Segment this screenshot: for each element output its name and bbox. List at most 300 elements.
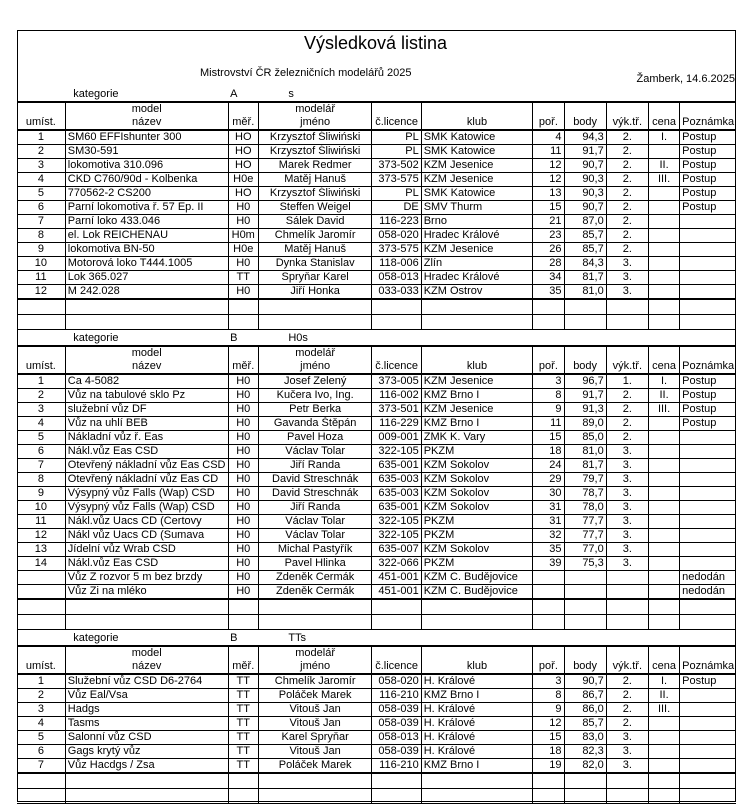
header-cell <box>372 102 421 116</box>
header-modelar: modelář <box>258 646 372 660</box>
header-row-top <box>17 346 736 360</box>
cell-umist: 5 <box>17 431 65 445</box>
cell-poznamka <box>680 459 736 473</box>
cell-jmeno: Vitouš Jan <box>258 703 372 717</box>
cell-cena <box>648 445 679 459</box>
cell-klub: KZM C. Budějovice <box>421 571 533 585</box>
cell-body: 83,0 <box>564 731 606 745</box>
empty-cell <box>533 615 564 630</box>
cell-cena <box>648 271 679 285</box>
cell-umist: 6 <box>17 445 65 459</box>
empty-cell <box>372 632 421 646</box>
cell-vyk: 3. <box>606 745 648 759</box>
cell-poznamka: nedodán <box>680 571 736 585</box>
cell-klub: ZMK K. Vary <box>421 431 533 445</box>
empty-cell <box>228 789 258 804</box>
header-cell <box>372 346 421 360</box>
header-body: body <box>564 360 606 374</box>
header-cell <box>421 646 533 660</box>
empty-cell <box>606 615 648 630</box>
cell-model: Ca 4-5082 <box>65 374 228 389</box>
empty-row <box>17 789 736 804</box>
empty-cell <box>533 88 564 102</box>
category-label: kategorie <box>65 632 228 646</box>
cell-mer: H0 <box>228 557 258 571</box>
cell-vyk: 3. <box>606 459 648 473</box>
empty-cell <box>680 789 736 804</box>
cell-cena: III. <box>648 403 679 417</box>
header-cena: cena <box>648 360 679 374</box>
cell-poznamka <box>680 229 736 243</box>
empty-cell <box>65 315 228 330</box>
header-jmeno: jméno <box>258 116 372 130</box>
cell-umist: 3 <box>17 159 65 173</box>
cell-klub: KZM Jesenice <box>421 159 533 173</box>
cell-jmeno: Pavel Hoza <box>258 431 372 445</box>
cell-licence: 373-005 <box>372 374 421 389</box>
cell-body: 79,7 <box>564 473 606 487</box>
empty-cell <box>372 299 421 315</box>
header-licence: č.licence <box>372 360 421 374</box>
cell-por: 9 <box>533 403 564 417</box>
cell-por: 35 <box>533 285 564 300</box>
empty-cell <box>372 773 421 789</box>
cell-model: Výsypný vůz Falls (Wap) CSD <box>65 501 228 515</box>
results-table-1 <box>17 332 736 630</box>
cell-model: Nákl vůz Uacs CD (Sumava <box>65 529 228 543</box>
cell-poznamka: Postup <box>680 201 736 215</box>
category-row <box>17 88 736 102</box>
cell-umist: 14 <box>17 557 65 571</box>
empty-cell <box>606 299 648 315</box>
empty-cell <box>606 789 648 804</box>
header-mer: měř. <box>228 116 258 130</box>
empty-row <box>17 599 736 615</box>
cell-mer: H0 <box>228 403 258 417</box>
empty-cell <box>680 615 736 630</box>
cell-poznamka <box>680 285 736 300</box>
empty-cell <box>65 299 228 315</box>
cell-cena <box>648 285 679 300</box>
cell-klub: KMZ Brno I <box>421 389 533 403</box>
cell-vyk <box>606 585 648 600</box>
cell-umist: 1 <box>17 130 65 145</box>
header-cell <box>421 346 533 360</box>
cell-vyk: 3. <box>606 731 648 745</box>
cell-poznamka: Postup <box>680 674 736 689</box>
cell-klub: PKZM <box>421 515 533 529</box>
table-row <box>17 689 736 703</box>
header-model: název <box>65 360 228 374</box>
cell-klub: PKZM <box>421 445 533 459</box>
header-cell <box>680 346 736 360</box>
empty-cell <box>564 88 606 102</box>
cell-jmeno: Krzysztof Śliwiński <box>258 130 372 145</box>
cell-cena: I. <box>648 674 679 689</box>
cell-jmeno: Spryňar Karel <box>258 271 372 285</box>
empty-cell <box>421 632 533 646</box>
cell-vyk: 2. <box>606 703 648 717</box>
cell-model: el. Lok REICHENAU <box>65 229 228 243</box>
header-umist: umíst. <box>17 116 65 130</box>
cell-umist: 4 <box>17 417 65 431</box>
cell-model: Parní loko 433.046 <box>65 215 228 229</box>
table-row <box>17 201 736 215</box>
cell-klub: SMK Katowice <box>421 130 533 145</box>
cell-body: 90,7 <box>564 159 606 173</box>
cell-model: Otevřený nákladní vůz Eas CSD <box>65 459 228 473</box>
empty-cell <box>421 615 533 630</box>
cell-licence: 373-575 <box>372 173 421 187</box>
header-cell <box>533 346 564 360</box>
empty-cell <box>258 315 372 330</box>
cell-model: SM60 EFFIshunter 300 <box>65 130 228 145</box>
empty-cell <box>258 615 372 630</box>
cell-cena <box>648 431 679 445</box>
table-row <box>17 257 736 271</box>
cell-mer: TT <box>228 689 258 703</box>
cell-licence: 058-039 <box>372 745 421 759</box>
cell-vyk: 2. <box>606 417 648 431</box>
cell-cena <box>648 745 679 759</box>
header-cell <box>648 646 679 660</box>
cell-jmeno: Krzysztof Śliwiński <box>258 187 372 201</box>
cell-licence: 058-039 <box>372 703 421 717</box>
cell-licence: 322-105 <box>372 445 421 459</box>
header-row-top <box>17 646 736 660</box>
cell-vyk: 3. <box>606 557 648 571</box>
cell-por: 4 <box>533 130 564 145</box>
header-vyk: výk.tř. <box>606 116 648 130</box>
header-licence: č.licence <box>372 660 421 674</box>
header-cell <box>372 646 421 660</box>
header-cell <box>17 346 65 360</box>
header-model: model <box>65 102 228 116</box>
cell-model: Gags krytý vůz <box>65 745 228 759</box>
cell-por: 15 <box>533 731 564 745</box>
cell-mer: TT <box>228 717 258 731</box>
empty-cell <box>648 773 679 789</box>
cell-klub: H. Králové <box>421 731 533 745</box>
cell-body: 90,7 <box>564 201 606 215</box>
cell-body: 91,3 <box>564 403 606 417</box>
header-cell <box>17 102 65 116</box>
header-cell <box>648 102 679 116</box>
cell-mer: H0 <box>228 459 258 473</box>
cell-body: 96,7 <box>564 374 606 389</box>
cell-mer: HO <box>228 130 258 145</box>
cell-poznamka <box>680 689 736 703</box>
cell-por: 31 <box>533 501 564 515</box>
cell-jmeno: David Streschnák <box>258 473 372 487</box>
table-row <box>17 731 736 745</box>
cell-umist: 5 <box>17 187 65 201</box>
empty-row <box>17 315 736 330</box>
cell-jmeno: David Streschnák <box>258 487 372 501</box>
cell-vyk: 2. <box>606 403 648 417</box>
table-row <box>17 215 736 229</box>
table-row <box>17 229 736 243</box>
empty-cell <box>564 299 606 315</box>
header-modelar: modelář <box>258 102 372 116</box>
cell-licence: 373-501 <box>372 403 421 417</box>
cell-mer: H0 <box>228 585 258 600</box>
cell-cena <box>648 257 679 271</box>
cell-umist: 7 <box>17 215 65 229</box>
cell-poznamka <box>680 543 736 557</box>
cell-jmeno: Jiří Randa <box>258 501 372 515</box>
cell-model: Vůz Hacdgs / Zsa <box>65 759 228 774</box>
cell-model: Nákl.vůz Eas CSD <box>65 557 228 571</box>
cell-mer: H0 <box>228 285 258 300</box>
header-cell <box>228 102 258 116</box>
empty-cell <box>228 299 258 315</box>
cell-jmeno: Krzysztof Śliwiński <box>258 145 372 159</box>
cell-body: 91,7 <box>564 145 606 159</box>
cell-vyk: 2. <box>606 717 648 731</box>
header-row-top <box>17 102 736 116</box>
cell-poznamka: Postup <box>680 374 736 389</box>
cell-model: lokomotiva BN-50 <box>65 243 228 257</box>
cell-cena: I. <box>648 374 679 389</box>
cell-por: 3 <box>533 374 564 389</box>
cell-cena <box>648 243 679 257</box>
cell-model: Tasms <box>65 717 228 731</box>
cell-umist: 6 <box>17 745 65 759</box>
header-cell <box>606 346 648 360</box>
table-row <box>17 501 736 515</box>
cell-mer: H0 <box>228 445 258 459</box>
header-por: poř. <box>533 116 564 130</box>
empty-cell <box>533 773 564 789</box>
cell-por: 32 <box>533 529 564 543</box>
cell-model: SM30-591 <box>65 145 228 159</box>
empty-cell <box>258 299 372 315</box>
cell-cena <box>648 557 679 571</box>
cell-por: 31 <box>533 515 564 529</box>
empty-cell <box>680 773 736 789</box>
table-row <box>17 585 736 600</box>
cell-jmeno: Václav Tolar <box>258 445 372 459</box>
cell-vyk: 2. <box>606 187 648 201</box>
cell-mer: H0 <box>228 389 258 403</box>
cell-poznamka <box>680 215 736 229</box>
cell-body: 87,0 <box>564 215 606 229</box>
cell-body: 78,7 <box>564 487 606 501</box>
category-class: TTs <box>258 632 372 646</box>
cell-vyk: 3. <box>606 487 648 501</box>
cell-licence: 116-210 <box>372 689 421 703</box>
cell-jmeno: Karel Spryňar <box>258 731 372 745</box>
cell-umist: 12 <box>17 285 65 300</box>
cell-por: 15 <box>533 201 564 215</box>
empty-cell <box>564 773 606 789</box>
cell-por: 3 <box>533 674 564 689</box>
cell-por: 19 <box>533 759 564 774</box>
empty-cell <box>258 773 372 789</box>
header-body: body <box>564 660 606 674</box>
cell-model: služební vůz DF <box>65 403 228 417</box>
cell-poznamka: Postup <box>680 145 736 159</box>
table-row <box>17 674 736 689</box>
cell-vyk: 3. <box>606 257 648 271</box>
cell-klub: Hradec Králové <box>421 271 533 285</box>
table-row <box>17 145 736 159</box>
cell-cena <box>648 571 679 585</box>
cell-vyk: 3. <box>606 445 648 459</box>
empty-cell <box>564 315 606 330</box>
empty-cell <box>228 773 258 789</box>
cell-vyk: 2. <box>606 145 648 159</box>
table-row <box>17 445 736 459</box>
cell-jmeno: Sálek David <box>258 215 372 229</box>
empty-cell <box>680 315 736 330</box>
table-row <box>17 473 736 487</box>
cell-mer: H0 <box>228 473 258 487</box>
table-row <box>17 759 736 774</box>
cell-poznamka: Postup <box>680 403 736 417</box>
cell-klub: KZM Jesenice <box>421 403 533 417</box>
cell-klub: KZM Sokolov <box>421 473 533 487</box>
cell-klub: SMV Thurm <box>421 201 533 215</box>
table-row <box>17 271 736 285</box>
header-model: model <box>65 646 228 660</box>
empty-cell <box>606 88 648 102</box>
cell-mer: H0 <box>228 501 258 515</box>
cell-por <box>533 571 564 585</box>
cell-por: 18 <box>533 745 564 759</box>
page-subtitle: Mistrovství ČR železničních modelářů 2025 <box>200 67 412 79</box>
cell-licence: 322-066 <box>372 557 421 571</box>
header-cell <box>564 646 606 660</box>
cell-body: 82,3 <box>564 745 606 759</box>
header-model: název <box>65 660 228 674</box>
cell-cena <box>648 145 679 159</box>
cell-umist: 12 <box>17 529 65 543</box>
cell-klub: KMZ Brno I <box>421 689 533 703</box>
cell-vyk: 2. <box>606 130 648 145</box>
empty-cell <box>228 615 258 630</box>
category-code: B <box>228 632 258 646</box>
empty-cell <box>648 615 679 630</box>
cell-poznamka <box>680 243 736 257</box>
cell-model: Otevřený nákladní vůz Eas CD <box>65 473 228 487</box>
empty-cell <box>533 315 564 330</box>
cell-mer: H0e <box>228 243 258 257</box>
cell-jmeno: Gavanda Štěpán <box>258 417 372 431</box>
cell-umist: 6 <box>17 201 65 215</box>
cell-vyk: 3. <box>606 501 648 515</box>
cell-jmeno: Dynka Stanislav <box>258 257 372 271</box>
cell-model: Nákl.vůz Uacs CD (Certovy <box>65 515 228 529</box>
header-cena: cena <box>648 660 679 674</box>
cell-poznamka: Postup <box>680 159 736 173</box>
cell-klub: KZM Jesenice <box>421 374 533 389</box>
cell-vyk: 2. <box>606 215 648 229</box>
header-cell <box>228 346 258 360</box>
cell-umist: 5 <box>17 731 65 745</box>
header-cell <box>606 646 648 660</box>
cell-jmeno: Poláček Marek <box>258 689 372 703</box>
cell-jmeno: Steffen Weigel <box>258 201 372 215</box>
cell-vyk: 3. <box>606 543 648 557</box>
cell-klub: KZM Jesenice <box>421 243 533 257</box>
cell-por: 26 <box>533 243 564 257</box>
cell-vyk: 2. <box>606 201 648 215</box>
header-cell <box>421 102 533 116</box>
cell-vyk: 2. <box>606 229 648 243</box>
cell-klub: KMZ Brno I <box>421 759 533 774</box>
cell-licence: 116-210 <box>372 759 421 774</box>
empty-cell <box>421 299 533 315</box>
empty-cell <box>648 789 679 804</box>
cell-model: 770562-2 CS200 <box>65 187 228 201</box>
cell-licence: 058-013 <box>372 731 421 745</box>
empty-cell <box>648 88 679 102</box>
cell-licence: 009-001 <box>372 431 421 445</box>
cell-jmeno: Pavel Hlinka <box>258 557 372 571</box>
results-table-0 <box>17 88 736 330</box>
empty-cell <box>228 315 258 330</box>
cell-umist: 10 <box>17 501 65 515</box>
cell-por: 12 <box>533 173 564 187</box>
cell-jmeno: Zdeněk Cermák <box>258 585 372 600</box>
cell-cena <box>648 473 679 487</box>
cell-por: 12 <box>533 717 564 731</box>
cell-umist: 7 <box>17 759 65 774</box>
cell-poznamka <box>680 731 736 745</box>
cell-klub: KZM C. Budějovice <box>421 585 533 600</box>
cell-model: Výsypný vůz Falls (Wap) CSD <box>65 487 228 501</box>
cell-por: 11 <box>533 417 564 431</box>
cell-klub: KZM Ostrov <box>421 285 533 300</box>
cell-body <box>564 585 606 600</box>
cell-licence: PL <box>372 145 421 159</box>
table-row <box>17 459 736 473</box>
cell-vyk: 3. <box>606 515 648 529</box>
cell-umist: 8 <box>17 473 65 487</box>
cell-mer: H0 <box>228 257 258 271</box>
empty-cell <box>648 315 679 330</box>
cell-umist: 4 <box>17 173 65 187</box>
cell-umist: 3 <box>17 703 65 717</box>
empty-cell <box>421 332 533 346</box>
cell-model: Hadgs <box>65 703 228 717</box>
cell-body: 85,7 <box>564 243 606 257</box>
empty-cell <box>533 632 564 646</box>
cell-umist <box>17 585 65 600</box>
cell-mer: TT <box>228 745 258 759</box>
cell-klub: KMZ Brno I <box>421 417 533 431</box>
cell-klub: SMK Katowice <box>421 187 533 201</box>
category-code: A <box>228 88 258 102</box>
cell-cena <box>648 187 679 201</box>
cell-licence: PL <box>372 130 421 145</box>
cell-cena <box>648 417 679 431</box>
header-por: poř. <box>533 360 564 374</box>
empty-cell <box>17 615 65 630</box>
cell-body: 81,7 <box>564 271 606 285</box>
cell-poznamka: Postup <box>680 417 736 431</box>
cell-poznamka <box>680 703 736 717</box>
category-code: B <box>228 332 258 346</box>
cell-vyk: 2. <box>606 674 648 689</box>
table-row <box>17 515 736 529</box>
cell-cena <box>648 717 679 731</box>
table-row <box>17 557 736 571</box>
empty-row <box>17 299 736 315</box>
cell-licence: 322-105 <box>372 529 421 543</box>
